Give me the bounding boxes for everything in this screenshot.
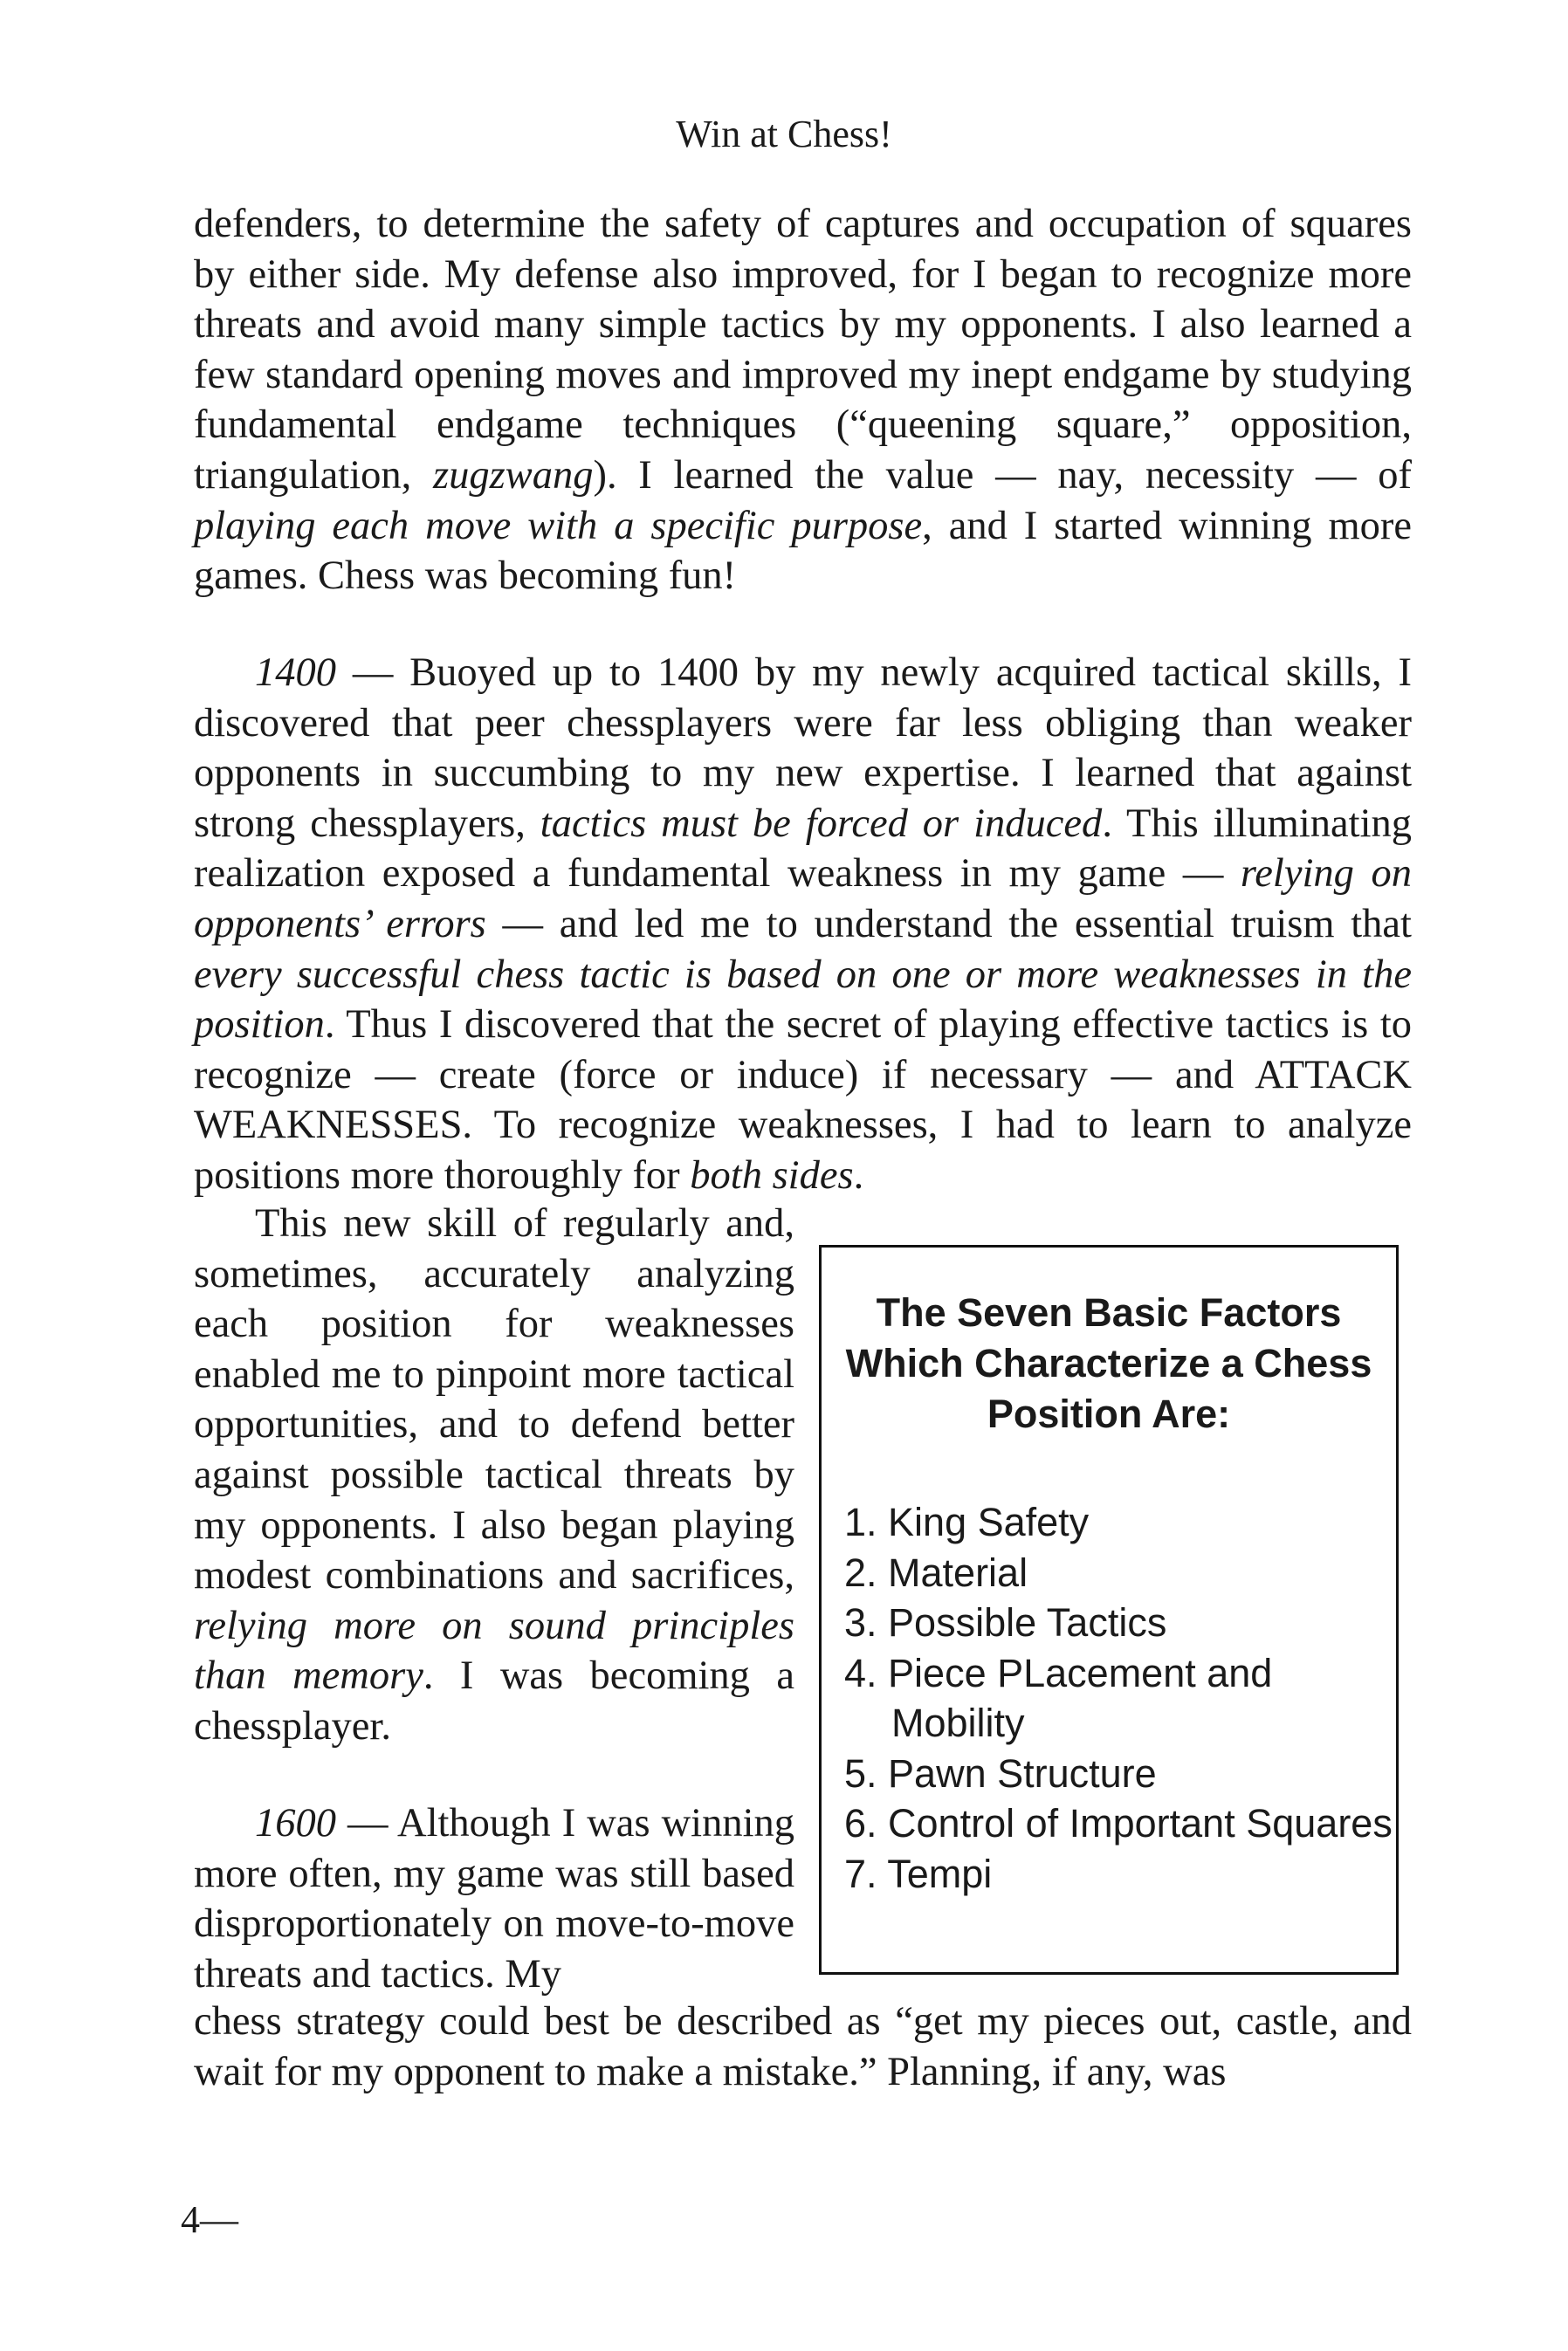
paragraph-1600 [194, 1798, 794, 1999]
rating-1400: 1400 [255, 650, 336, 695]
text-run: — Although I was winning more often, my game was still based disproportionately on move-to-move threats and tactics. My [194, 1801, 794, 1997]
list-item: 4. Piece PLacement and Mobility [844, 1650, 1273, 1745]
page-number: 4— [181, 2198, 238, 2241]
seven-factors-box [819, 1245, 1399, 1975]
emphasis-errors: relying on opponents’ errors [194, 851, 1412, 946]
text-run: — and led me to understand the essential truism that [485, 901, 1412, 946]
text-run: defenders, to determine the safety of captures and occupation of squares by either side. My defense also improved, for I began to recognize more threats and avoid many simple tactics by my opponents. I also learned a few standard opening moves and improved my inept endgame by studying fundamental endgame techniques (“queening square,” opposition, triangulation, [194, 202, 1412, 498]
paragraph-new-skill [194, 1199, 794, 1752]
text-run: — Buoyed up to 1400 by my newly acquired tactical skills, I discovered that peer chessplayers were far less obliging than weaker opponents in succumbing to my new expertise. I learned that against strong chessplayers, [194, 650, 1412, 846]
list-item: 2. Material [844, 1550, 1028, 1595]
text-run: . I was becoming a chessplayer. [194, 1653, 794, 1749]
rating-1600: 1600 [255, 1801, 336, 1846]
text-run: ). I learned the value — nay, necessity — of [593, 452, 1412, 498]
emphasis-both-sides: both sides [690, 1152, 854, 1198]
emphasis-forced: tactics must be forced or induced [540, 801, 1103, 846]
emphasis-principles: relying more on sound principles than memory [194, 1603, 794, 1699]
emphasis-truism: every successful chess tactic is based on one or more weaknesses in the position [194, 952, 1412, 1048]
emphasis-purpose: playing each move with a specific purpose [194, 503, 923, 548]
running-head: Win at Chess! [676, 113, 892, 155]
text-run: . This illuminating realization exposed a fundamental weakness in my game — [194, 801, 1413, 897]
factor-list [844, 1497, 1396, 1899]
text-run: . Thus I discovered that the secret of playing effective tactics is to recognize — create (force or induce) if necessary — and ATTACK WEAKNESSES. To recognize weaknesses, I had to learn to analyze positions more thoroughly for [194, 1002, 1412, 1198]
list-item: 3. Possible Tactics [844, 1600, 1167, 1645]
box-title: The Seven Basic Factors Which Characterize a Chess Position Are: [845, 1290, 1372, 1436]
text-run: This new skill of regularly and, sometimes, accurately analyzing each position for weaknesses enabled me to pinpoint more tactical opportunities, and to defend better against possible tactical threats by my opponents. I also began playing modest combinations and sacrifices, [194, 1201, 794, 1598]
paragraph-1400 [194, 648, 1412, 1201]
emphasis-zugzwang: zugzwang [432, 452, 594, 498]
text-run: , and I started winning more games. Chess was becoming fun! [194, 503, 1412, 599]
list-item: 1. King Safety [844, 1500, 1090, 1544]
paragraph-strategy: chess strategy could best be described as “get my pieces out, castle, and wait for my opponent to make a mistake.” Planning, if any, was [194, 1999, 1412, 2094]
list-item: 6. Control of Important Squares [844, 1801, 1393, 1846]
list-item: 7. Tempi [844, 1851, 993, 1896]
text-run: . [853, 1152, 864, 1198]
paragraph-continuation [194, 199, 1412, 601]
list-item: 5. Pawn Structure [844, 1750, 1157, 1796]
